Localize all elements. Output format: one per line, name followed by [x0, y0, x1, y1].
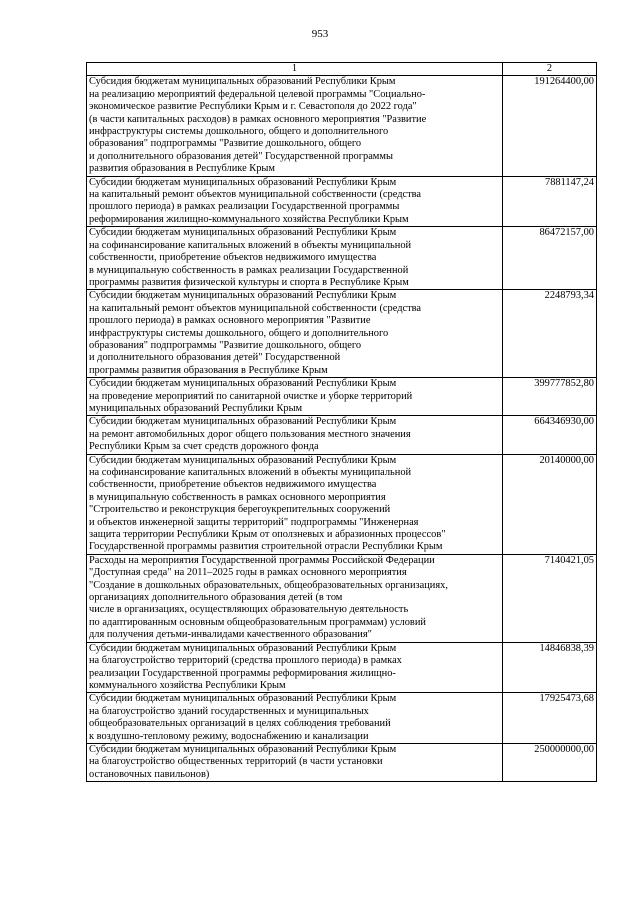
table-row	[87, 290, 597, 378]
description-line: Расходы на мероприятия Государственной программы Российской Федерации	[89, 554, 435, 566]
amount-value: 17925473,68	[503, 693, 597, 744]
expense-description	[87, 378, 503, 416]
description-line: Субсидии бюджетам муниципальных образований Республики Крым	[89, 693, 397, 705]
amount-value: 86472157,00	[503, 227, 597, 290]
expense-description	[87, 290, 503, 378]
description-line: собственности, приобретение объектов недвижимого имущества	[89, 252, 377, 264]
description-line: на софинансирование капитальных вложений в объекты муниципальной	[89, 467, 412, 478]
description-line: Субсидии бюджетам муниципальных образований Республики Крым	[89, 227, 397, 239]
description-line: и дополнительного образования детей" Государственной	[89, 352, 341, 364]
description-line: в муниципальную собственность в рамках реализации Государственной	[89, 264, 409, 276]
table-row	[87, 378, 597, 416]
description-line: для получения детьми-инвалидами качественного образования"	[89, 629, 372, 641]
description-line: Субсидии бюджетам муниципальных образований Республики Крым	[89, 642, 397, 654]
amount-value: 250000000,00	[503, 743, 597, 781]
description-line: на ремонт автомобильных дорог общего пользования местного значения	[89, 428, 411, 440]
description-line: Субсидии бюджетам муниципальных образований Республики Крым	[89, 743, 397, 755]
description-line: коммунального хозяйства Республики Крым	[89, 679, 286, 691]
amount-value: 399777852,80	[503, 378, 597, 416]
description-line: прошлого периода) в рамках основного мероприятия "Развитие	[89, 315, 371, 327]
amount-value: 7881147,24	[503, 176, 597, 227]
description-line: собственности, приобретение объектов недвижимого имущества	[89, 479, 377, 491]
description-line: Субсидии бюджетам муниципальных образований Республики Крым	[89, 416, 397, 428]
table-row	[87, 76, 597, 176]
description-line: остановочных павильонов)	[89, 768, 210, 780]
description-line: реализации Государственной программы реформирования жилищно-	[89, 667, 396, 679]
description-line: Государственной программы развития строительной отрасли Республики Крым	[89, 541, 443, 553]
description-line: образования" подпрограммы "Развитие дошкольного, общего	[89, 138, 362, 150]
description-line: организациях дополнительного образования детей (в том	[89, 592, 343, 604]
column-header-1: 1	[87, 63, 503, 76]
table-row	[87, 454, 597, 554]
table-row	[87, 227, 597, 290]
expense-description	[87, 454, 503, 554]
description-line: на реализацию мероприятий федеральной целевой программы "Социально-	[89, 88, 426, 100]
description-line: "Доступная среда" на 2011–2025 годы в рамках основного мероприятия	[89, 567, 407, 579]
amount-value: 191264400,00	[503, 76, 597, 176]
description-line: программы развития физической культуры и спорта в Республике Крым	[89, 276, 409, 288]
description-line: на проведение мероприятий по санитарной очистке и уборке территорий	[89, 390, 413, 402]
amount-value: 2248793,34	[503, 290, 597, 378]
description-line: прошлого периода) в рамках реализации Государственной программы	[89, 201, 400, 213]
description-line: к воздушно-тепловому режиму, водоснабжению и канализации	[89, 730, 369, 742]
budget-table	[86, 62, 597, 782]
table-row	[87, 743, 597, 781]
description-line: числе в организациях, осуществляющих образовательную деятельность	[89, 604, 409, 616]
expense-description	[87, 416, 503, 454]
description-line: на благоустройство зданий государственных и муниципальных	[89, 705, 369, 717]
amount-value: 7140421,05	[503, 554, 597, 642]
expense-description	[87, 227, 503, 290]
description-line: инфраструктуры системы дошкольного, общего и дополнительного	[89, 126, 389, 138]
description-line: Субсидии бюджетам муниципальных образований Республики Крым	[89, 290, 397, 302]
description-line: реформирования жилищно-коммунального хозяйства Республики Крым	[89, 213, 409, 225]
description-line: по адаптированным основным общеобразовательным программам) условий	[89, 616, 426, 628]
description-line: защита территории Республики Крым от оползневых и абразионных процессов"	[89, 529, 446, 541]
column-header-2: 2	[503, 63, 597, 76]
table-row	[87, 693, 597, 744]
expense-description	[87, 554, 503, 642]
description-line: муниципальных образований Республики Крым	[89, 402, 303, 414]
expense-description	[87, 743, 503, 781]
amount-value: 14846838,39	[503, 642, 597, 693]
expense-description	[87, 176, 503, 227]
description-line: Субсидии бюджетам муниципальных образований Республики Крым	[89, 176, 397, 188]
description-line: (в части капитальных расходов) в рамках основного мероприятия "Развитие	[89, 113, 427, 125]
table-row	[87, 554, 597, 642]
description-line: в муниципальную собственность в рамках основного мероприятия	[89, 491, 386, 503]
table-body	[87, 76, 597, 782]
description-line: развития образования в Республике Крым	[89, 163, 275, 175]
description-line: на капитальный ремонт объектов муниципальной собственности (средства	[89, 189, 422, 201]
description-line: Республики Крым за счет средств дорожного фонда	[89, 441, 319, 453]
description-line: экономическое развитие Республики Крым и г. Севастополя до 2022 года"	[89, 101, 417, 113]
description-line: общеобразовательных организаций в целях соблюдения требований	[89, 718, 391, 730]
description-line: Субсидия бюджетам муниципальных образований Республики Крым	[89, 76, 396, 88]
description-line: и объектов инженерной защиты территорий" подпрограммы "Инженерная	[89, 516, 419, 528]
description-line: на софинансирование капитальных вложений в объекты муниципальной	[89, 239, 412, 251]
table-header-row	[87, 63, 597, 76]
description-line: программы развития образования в Республике Крым	[89, 364, 328, 376]
description-line: на капитальный ремонт объектов муниципальной собственности (средства	[89, 302, 422, 314]
description-line: на благоустройство общественных территорий (в части установки	[89, 756, 383, 768]
description-line: инфраструктуры системы дошкольного, общего и дополнительного	[89, 327, 389, 339]
description-line: Субсидии бюджетам муниципальных образований Республики Крым	[89, 378, 397, 390]
table-row	[87, 642, 597, 693]
table-row	[87, 416, 597, 454]
expense-description	[87, 76, 503, 176]
expense-description	[87, 693, 503, 744]
description-line: Субсидии бюджетам муниципальных образований Республики Крым	[89, 454, 397, 466]
table-row	[87, 176, 597, 227]
description-line: и дополнительного образования детей" Государственной программы	[89, 150, 393, 162]
description-line: образования" подпрограммы "Развитие дошкольного, общего	[89, 339, 362, 351]
description-line: на благоустройство территорий (средства прошлого периода) в рамках	[89, 655, 402, 667]
amount-value: 664346930,00	[503, 416, 597, 454]
description-line: "Строительство и реконструкция берегоукрепительных сооружений	[89, 504, 391, 516]
description-line: "Создание в дошкольных образовательных, общеобразовательных организациях,	[89, 579, 448, 591]
page-number: 953	[311, 28, 329, 40]
amount-value: 20140000,00	[503, 454, 597, 554]
expense-description	[87, 642, 503, 693]
